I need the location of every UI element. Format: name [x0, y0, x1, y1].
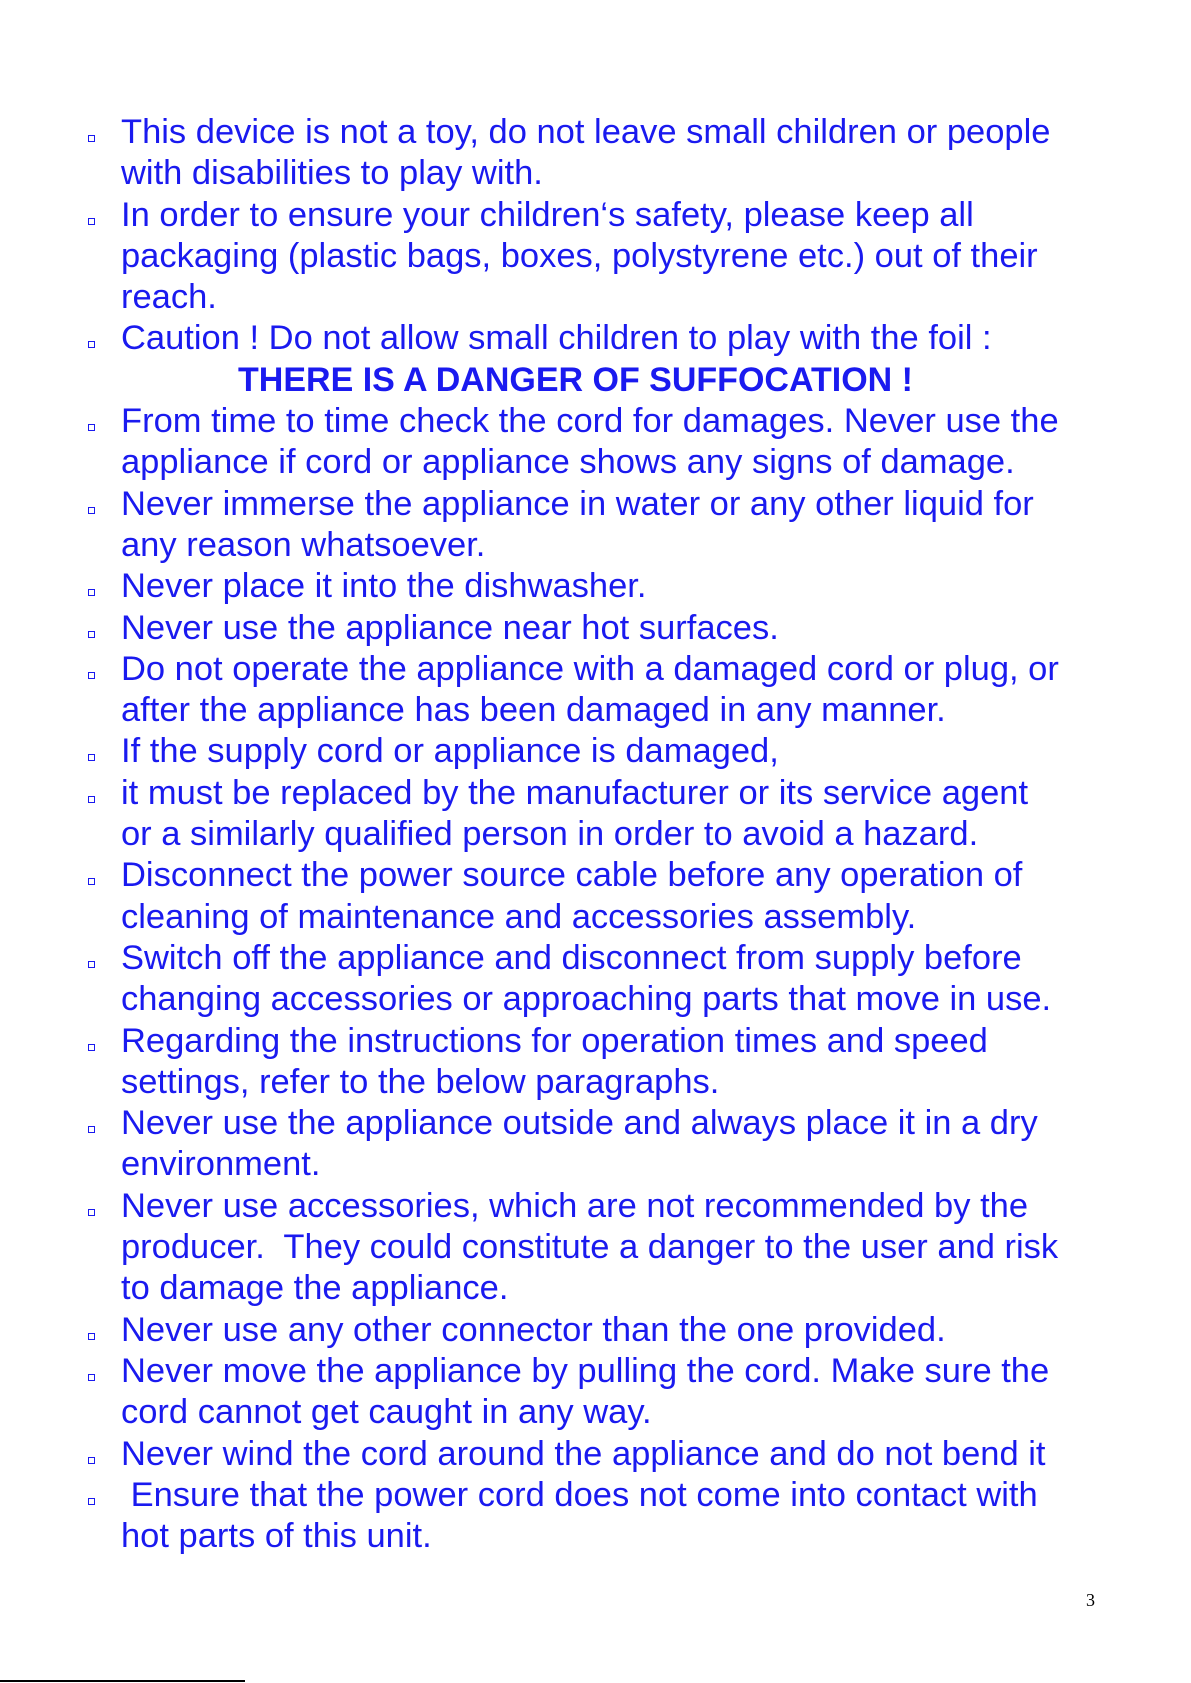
safety-item-line: hot parts of this unit.: [121, 1517, 432, 1556]
safety-item-line: From time to time check the cord for damages. Never use the: [121, 402, 1059, 441]
square-bullet-icon: [88, 1044, 95, 1051]
square-bullet-icon: [88, 961, 95, 968]
square-bullet-icon: [88, 135, 95, 142]
safety-item-line: to damage the appliance.: [121, 1269, 509, 1308]
square-bullet-icon: [88, 631, 95, 638]
safety-item-line: reach.: [121, 278, 217, 317]
safety-item: [0, 731, 1191, 772]
safety-item: [0, 401, 1191, 484]
square-bullet-icon: [88, 589, 95, 596]
safety-item: [0, 1475, 1191, 1558]
safety-item-line: after the appliance has been damaged in any manner.: [121, 691, 946, 730]
safety-item: [0, 1103, 1191, 1186]
safety-item: [0, 112, 1191, 195]
square-bullet-icon: [88, 341, 95, 348]
safety-item-line: Never wind the cord around the appliance and do not bend it: [121, 1434, 1046, 1473]
square-bullet-icon: [88, 1126, 95, 1133]
square-bullet-icon: [88, 796, 95, 803]
safety-item-line: or a similarly qualified person in order to avoid a hazard.: [121, 815, 979, 854]
safety-item-line: Disconnect the power source cable before any operation of: [121, 856, 1023, 895]
safety-instructions-list: [0, 112, 1191, 1557]
square-bullet-icon: [88, 424, 95, 431]
safety-item: [0, 855, 1191, 938]
safety-item-line: Never immerse the appliance in water or any other liquid for: [121, 484, 1034, 523]
square-bullet-icon: [88, 507, 95, 514]
safety-item-line: Never place it into the dishwasher.: [121, 567, 647, 606]
safety-item-line: Switch off the appliance and disconnect from supply before: [121, 938, 1022, 977]
safety-item-line: cord cannot get caught in any way.: [121, 1393, 652, 1432]
suffocation-warning: THERE IS A DANGER OF SUFFOCATION !: [238, 360, 913, 399]
safety-item-line: Never move the appliance by pulling the cord. Make sure the: [121, 1351, 1050, 1390]
safety-item-line: Never use the appliance near hot surfaces.: [121, 608, 779, 647]
safety-item-line: appliance if cord or appliance shows any signs of damage.: [121, 443, 1015, 482]
safety-item-line: packaging (plastic bags, boxes, polystyrene etc.) out of their: [121, 236, 1038, 275]
safety-item: [0, 938, 1191, 1021]
safety-item: [0, 1021, 1191, 1104]
safety-item-line: environment.: [121, 1145, 321, 1184]
safety-item-line: any reason whatsoever.: [121, 525, 486, 564]
square-bullet-icon: [88, 1333, 95, 1340]
safety-item-line: Ensure that the power cord does not come into contact with: [121, 1475, 1038, 1514]
safety-item-line: Caution ! Do not allow small children to play with the foil :: [121, 319, 992, 358]
safety-item-line: producer. They could constitute a danger to the user and risk: [121, 1228, 1059, 1267]
safety-item: [0, 649, 1191, 732]
square-bullet-icon: [88, 754, 95, 761]
square-bullet-icon: [88, 1457, 95, 1464]
safety-item-line: Regarding the instructions for operation times and speed: [121, 1021, 988, 1060]
safety-item-line: Never use accessories, which are not recommended by the: [121, 1186, 1029, 1225]
safety-item: [0, 1310, 1191, 1351]
safety-item-line: with disabilities to play with.: [121, 154, 543, 193]
safety-item: [0, 1186, 1191, 1310]
safety-item: [0, 1434, 1191, 1475]
square-bullet-icon: [88, 218, 95, 225]
safety-item: [0, 195, 1191, 319]
square-bullet-icon: [88, 1374, 95, 1381]
square-bullet-icon: [88, 878, 95, 885]
safety-item-line: Never use any other connector than the one provided.: [121, 1310, 946, 1349]
footer-rule: [0, 1680, 245, 1682]
page-number: 3: [1086, 1590, 1095, 1610]
safety-item-line: cleaning of maintenance and accessories assembly.: [121, 897, 917, 936]
safety-item: [0, 318, 1191, 401]
safety-item-line: Never use the appliance outside and always place it in a dry: [121, 1104, 1038, 1143]
safety-item-line: If the supply cord or appliance is damaged,: [121, 732, 779, 771]
safety-item: [0, 608, 1191, 649]
safety-item-line: settings, refer to the below paragraphs.: [121, 1062, 720, 1101]
safety-item: [0, 566, 1191, 607]
square-bullet-icon: [88, 672, 95, 679]
safety-item-line: Do not operate the appliance with a damaged cord or plug, or: [121, 649, 1059, 688]
safety-item: [0, 1351, 1191, 1434]
safety-item-line: This device is not a toy, do not leave small children or people: [121, 113, 1051, 151]
square-bullet-icon: [88, 1498, 95, 1505]
safety-item-line: In order to ensure your children‘s safety, please keep all: [121, 195, 974, 234]
safety-item: [0, 773, 1191, 856]
safety-item: [0, 484, 1191, 567]
safety-item-line: it must be replaced by the manufacturer or its service agent: [121, 773, 1029, 812]
square-bullet-icon: [88, 1209, 95, 1216]
safety-item-line: changing accessories or approaching parts that move in use.: [121, 980, 1052, 1019]
